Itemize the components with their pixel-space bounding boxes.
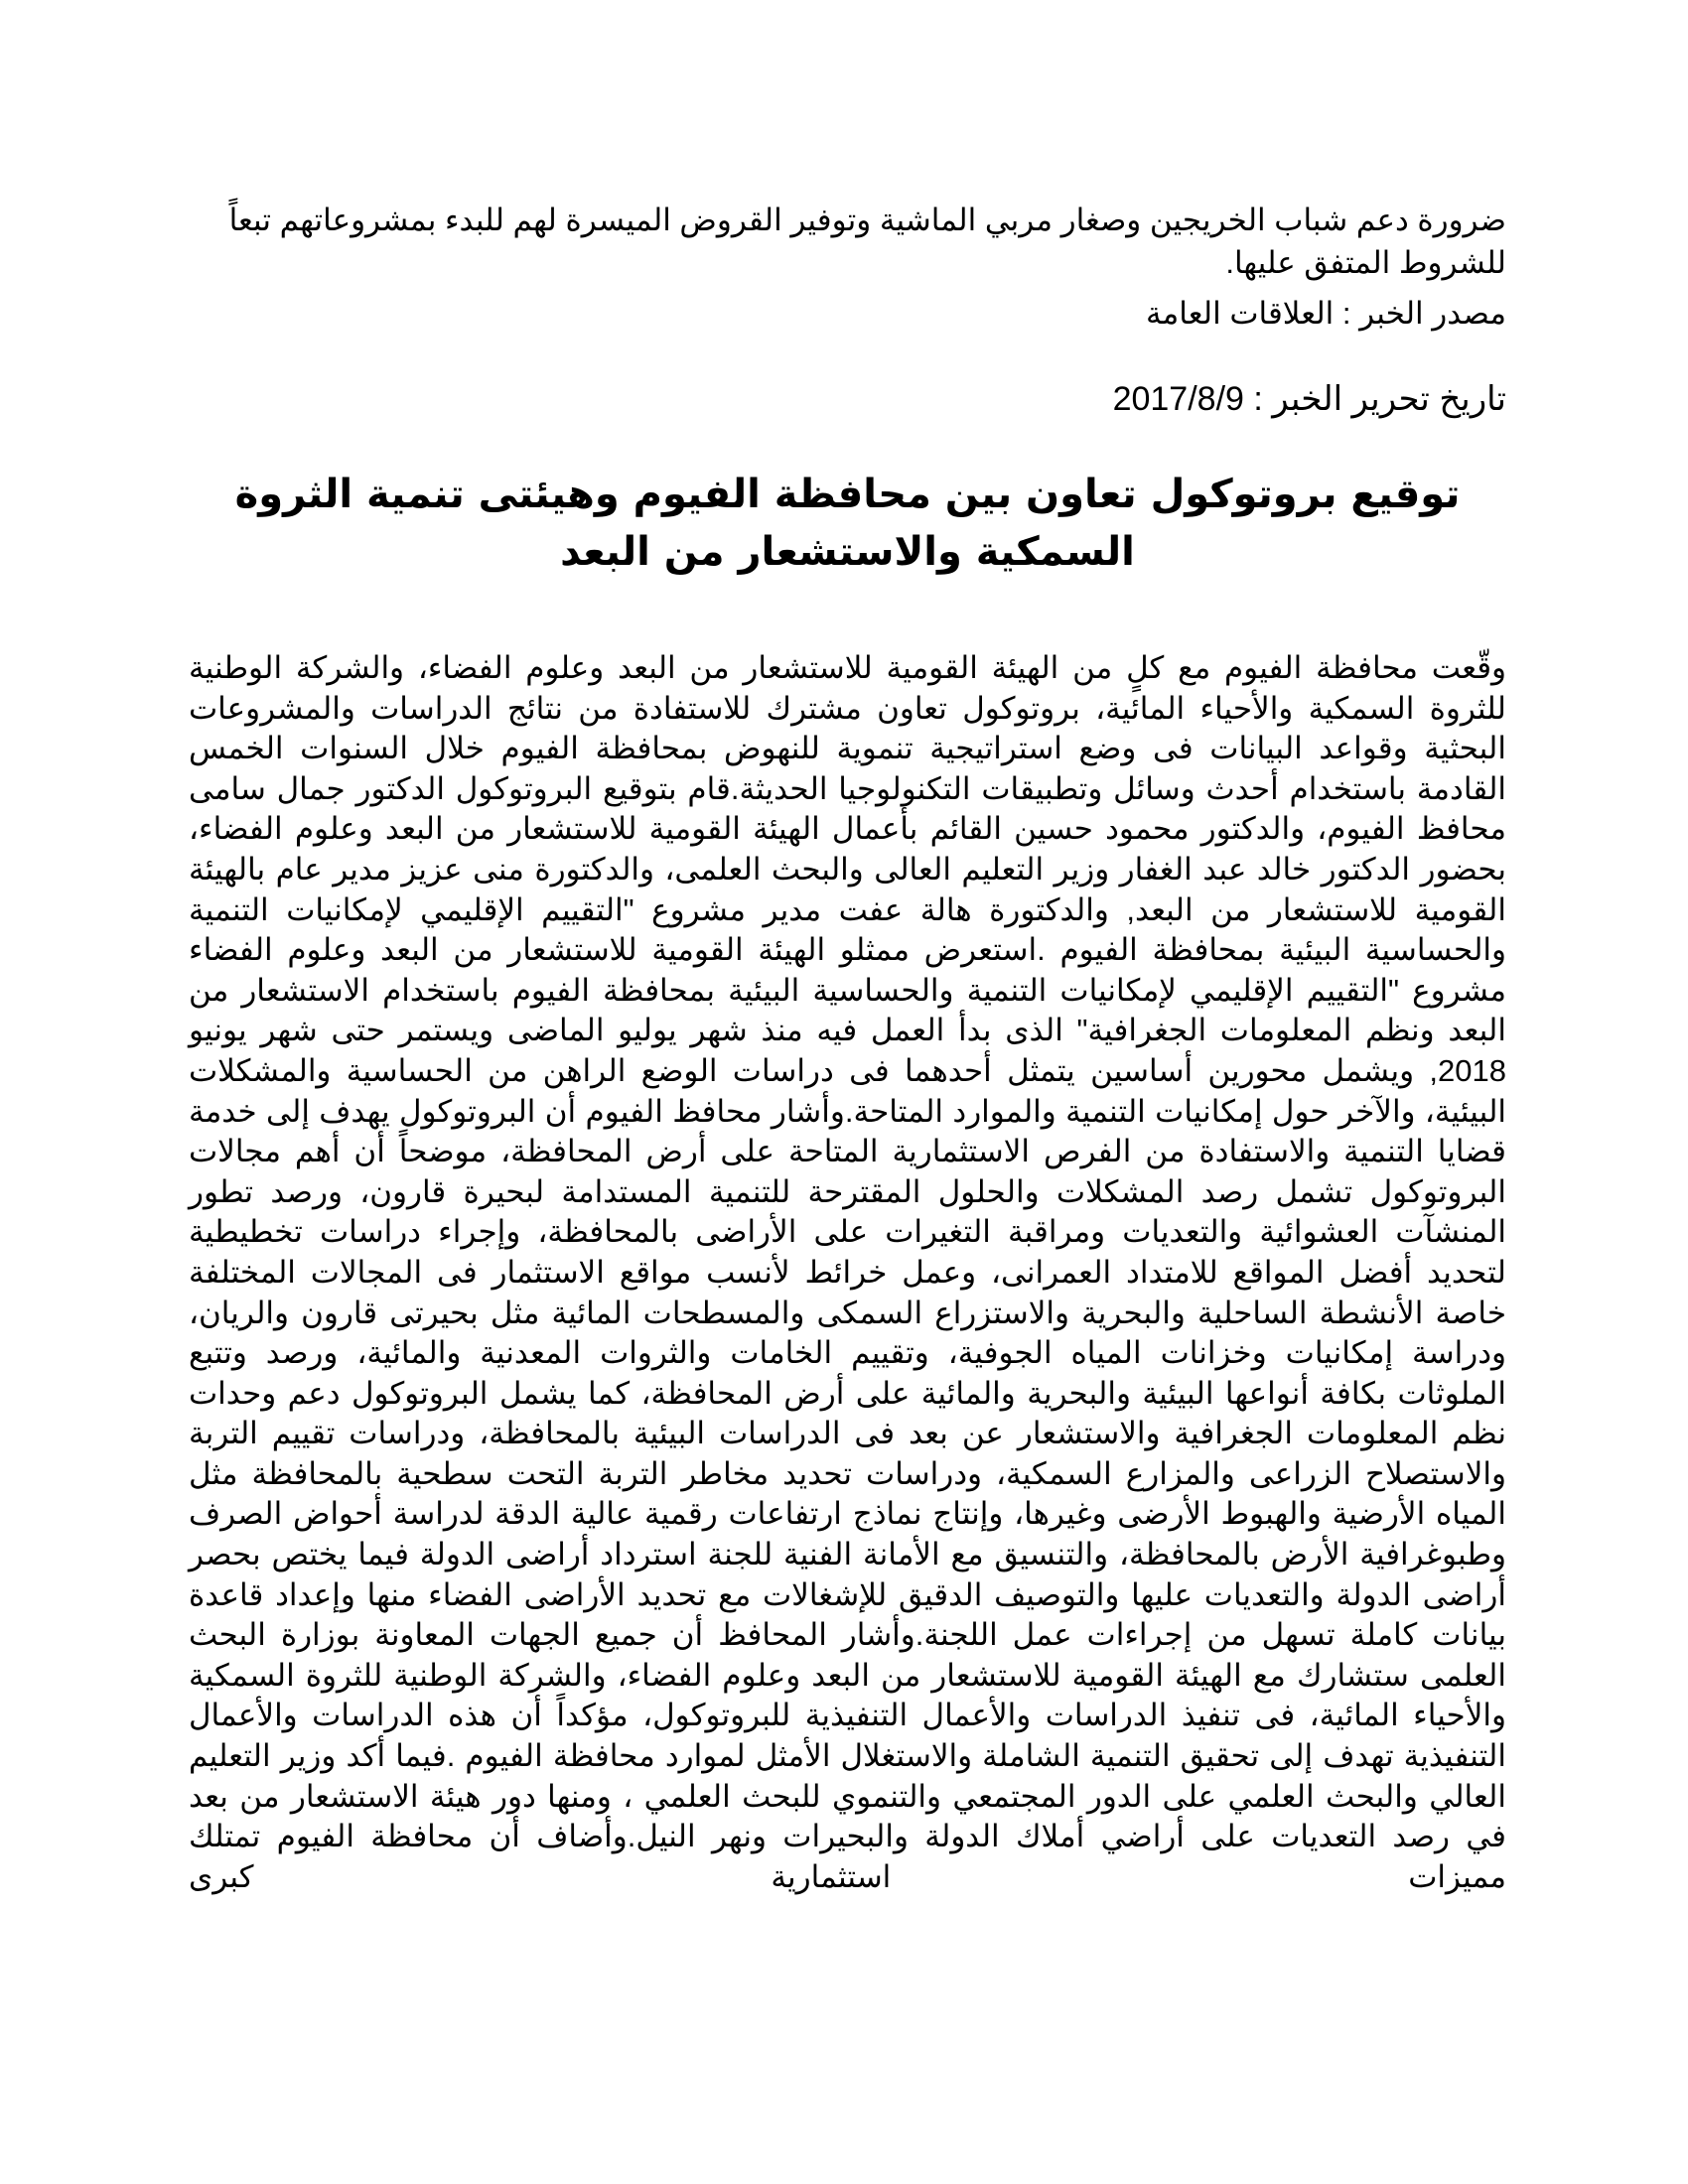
article-body: وقّعت محافظة الفيوم مع كلٍ من الهيئة القومية للاستشعار من البعد وعلوم الفضاء، والشركة الوطنية للثروة السمكية والأحياء المائية، بروتوكول تعاون مشترك للاستفادة من نتائج الدراسات والمشروعات البحثية وقواعد البيانات فى وضع استراتيجية تنموية للنهوض بمحافظة الفيوم خلال السنوات الخمس القادمة باستخدام أحدث وسائل وتطبيقات التكنولوجيا الحديثة.قام بتوقيع البروتوكول الدكتور جمال سامى محافظ الفيوم، والدكتور محمود حسين القائم بأعمال الهيئة القومية للاستشعار من البعد وعلوم الفضاء، بحضور الدكتور خالد عبد الغفار وزير التعليم العالى والبحث العلمى، والدكتورة منى عزيز مدير عام بالهيئة القومية للاستشعار من البعد, والدكتورة هالة عفت مدير مشروع "التقييم الإقليمي لإمكانيات التنمية والحساسية البيئية بمحافظة الفيوم .استعرض ممثلو الهيئة القومية للاستشعار من البعد وعلوم الفضاء مشروع "التقييم الإقليمي لإمكانيات التنمية والحساسية البيئية بمحافظة الفيوم باستخدام الاستشعار من البعد ونظم المعلومات الجغرافية" الذى بدأ العمل فيه منذ شهر يوليو الماضى ويستمر حتى شهر يونيو 2018, ويشمل محورين أساسين يتمثل أحدهما فى دراسات الوضع الراهن من الحساسية والمشكلات البيئية، والآخر حول إمكانيات التنمية والموارد المتاحة.وأشار محافظ الفيوم أن البروتوكول يهدف إلى خدمة قضايا التنمية والاستفادة من الفرص الاستثمارية المتاحة على أرض المحافظة، موضحاً أن أهم مجالات البروتوكول تشمل رصد المشكلات والحلول المقترحة للتنمية المستدامة لبحيرة قارون، ورصد تطور المنشآت العشوائية والتعديات ومراقبة التغيرات على الأراضى بالمحافظة، وإجراء دراسات تخطيطية لتحديد أفضل المواقع للامتداد العمرانى، وعمل خرائط لأنسب مواقع الاستثمار فى المجالات المختلفة خاصة الأنشطة الساحلية والبحرية والاستزراع السمكى والمسطحات المائية مثل بحيرتى قارون والريان، ودراسة إمكانيات وخزانات المياه الجوفية، وتقييم الخامات والثروات المعدنية والمائية، ورصد وتتبع الملوثات بكافة أنواعها البيئية والبحرية والمائية على أرض المحافظة، كما يشمل البروتوكول دعم وحدات نظم المعلومات الجغرافية والاستشعار عن بعد فى الدراسات البيئية بالمحافظة، ودراسات تقييم التربة والاستصلاح الزراعى والمزارع السمكية، ودراسات تحديد مخاطر التربة التحت سطحية بالمحافظة مثل المياه الأرضية والهبوط الأرضى وغيرها، وإنتاج نماذج ارتفاعات رقمية عالية الدقة لدراسة أحواض الصرف وطبوغرافية الأرض بالمحافظة، والتنسيق مع الأمانة الفنية للجنة استرداد أراضى الدولة فيما يختص بحصر أراضى الدولة والتعديات عليها والتوصيف الدقيق للإشغالات مع تحديد الأراضى الفضاء منها وإعداد قاعدة بيانات كاملة تسهل من إجراءات عمل اللجنة.وأشار المحافظ أن جميع الجهات المعاونة بوزارة البحث العلمى ستشارك مع الهيئة القومية للاستشعار من البعد وعلوم الفضاء، والشركة الوطنية للثروة السمكية والأحياء المائية، فى تنفيذ الدراسات والأعمال التنفيذية للبروتوكول، مؤكداً أن هذه الدراسات والأعمال التنفيذية تهدف إلى تحقيق التنمية الشاملة والاستغلال الأمثل لموارد محافظة الفيوم .فيما أكد وزير التعليم العالي والبحث العلمي على الدور المجتمعي والتنموي للبحث العلمي ، ومنها دور هيئة الاستشعار من بعد في رصد التعديات على أراضي أملاك الدولة والبحيرات ونهر النيل.وأضاف أن محافظة الفيوم تمتلك مميزات استثمارية كبرى xyxy=(189,650,1506,1894)
intro-paragraph: ضرورة دعم شباب الخريجين وصغار مربي الماشية وتوفير القروض الميسرة لهم للبدء بمشروعاتهم تبعاً للشروط المتفق عليها. xyxy=(228,203,1506,280)
article-title: توقيع بروتوكول تعاون بين محافظة الفيوم وهيئتى تنمية الثروة السمكية والاستشعار من البعد xyxy=(234,472,1461,575)
news-date: تاريخ تحرير الخبر : 2017/8/9 xyxy=(1112,380,1506,418)
news-source: مصدر الخبر : العلاقات العامة xyxy=(1146,296,1506,331)
document-page xyxy=(189,199,1506,1897)
